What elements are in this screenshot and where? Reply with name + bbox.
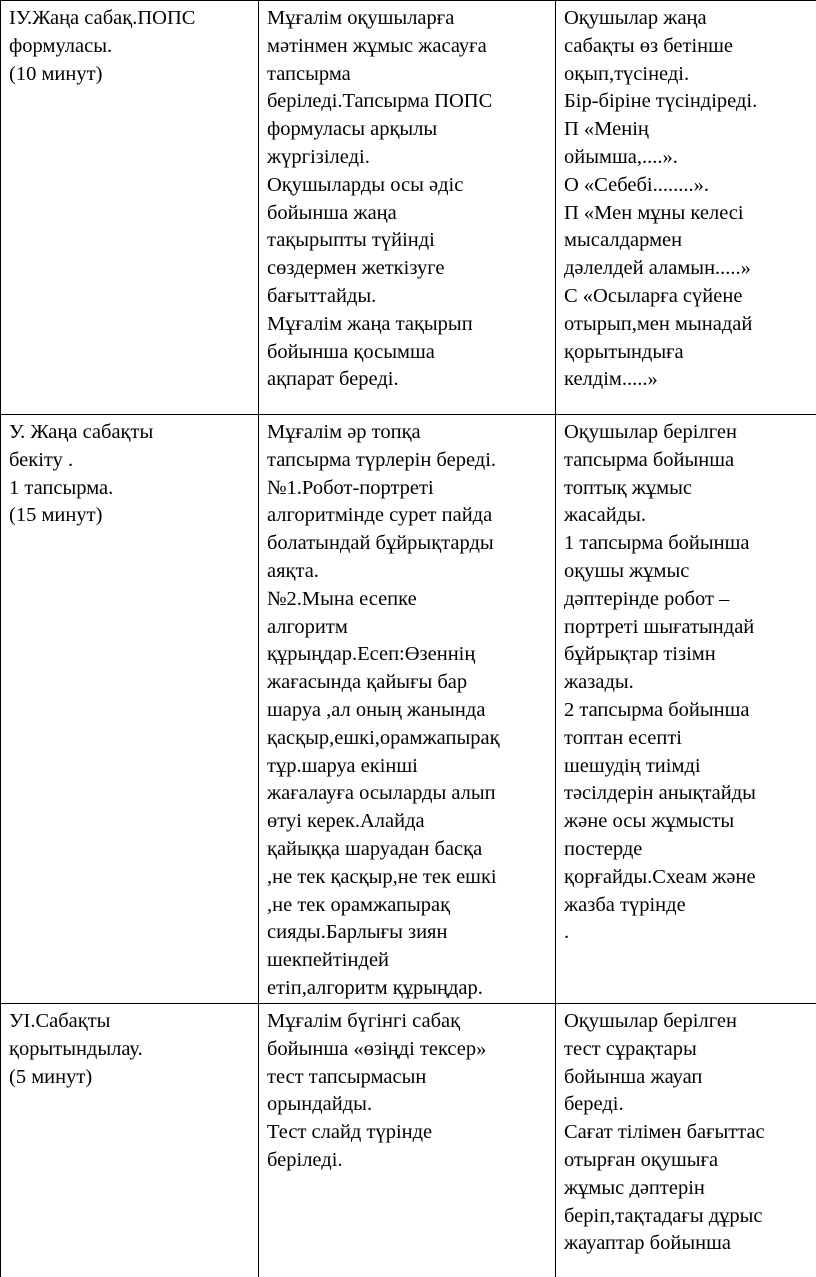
cell-text-line: №2.Мына есепке xyxy=(267,586,555,614)
cell-text-line: бұйрықтар тізімн xyxy=(564,641,816,669)
cell-text-line: қасқыр,ешкі,орамжапырақ xyxy=(267,725,555,753)
cell-text-line: беріледі. xyxy=(267,1147,555,1175)
cell-text-line: жауаптар бойынша xyxy=(564,1230,816,1258)
cell-text-line: шекпейтіндей xyxy=(267,947,555,975)
cell-text-line: Оқушылар берілген xyxy=(564,1008,816,1036)
cell-text-line: Сағат тілімен бағыттас xyxy=(564,1119,816,1147)
cell-text-line: береді. xyxy=(564,1091,816,1119)
cell-text-line: 1 тапсырма. xyxy=(9,475,258,503)
cell-text-line: формуласы арқылы xyxy=(267,116,555,144)
cell-text-line: жазады. xyxy=(564,669,816,697)
cell-text-line: жасайды. xyxy=(564,502,816,530)
cell-text-line: ,не тек орамжапырақ xyxy=(267,892,555,920)
cell-text-line: қорғайды.Схеам және xyxy=(564,864,816,892)
cell-text-line: портреті шығатындай xyxy=(564,614,816,642)
cell-text-line: ІУ.Жаңа сабақ.ПОПС xyxy=(9,5,258,33)
cell-text-line: бағыттайды. xyxy=(267,283,555,311)
cell-text-line: ,не тек қасқыр,не тек ешкі xyxy=(267,864,555,892)
table-row xyxy=(1,415,816,1004)
cell-text-line: Мұғалім бүгінгі сабақ xyxy=(267,1008,555,1036)
cell-text-line: Мұғалім әр топқа xyxy=(267,419,555,447)
cell-text-line: бойынша жаңа xyxy=(267,200,555,228)
cell-text-line: тест сұрақтары xyxy=(564,1036,816,1064)
cell-text-line: құрыңдар.Есеп:Өзеннің xyxy=(267,641,555,669)
cell-text-line: қайыққа шаруадан басқа xyxy=(267,836,555,864)
cell-text-line: сабақты өз бетінше xyxy=(564,33,816,61)
cell-text-line: бойынша қосымша xyxy=(267,339,555,367)
cell-text-line: . xyxy=(564,919,816,947)
stage-cell xyxy=(1,1004,259,1277)
stage-cell xyxy=(1,1,259,415)
cell-text-line: өтуі керек.Алайда xyxy=(267,808,555,836)
cell-text-line: сөздермен жеткізуге xyxy=(267,255,555,283)
cell-text-line: етіп,алгоритм құрыңдар. xyxy=(267,975,555,1003)
cell-text-line: тапсырма бойынша xyxy=(564,447,816,475)
cell-text-line: П «Менің xyxy=(564,116,816,144)
cell-text-line: жазба түрінде xyxy=(564,892,816,920)
table-row xyxy=(1,1,816,415)
cell-text-line: беріп,тақтадағы дұрыс xyxy=(564,1203,816,1231)
cell-text-line: аяқта. xyxy=(267,558,555,586)
cell-text-line: Мұғалім оқушыларға xyxy=(267,5,555,33)
cell-text-line: жүргізіледі. xyxy=(267,144,555,172)
cell-text-line: тәсілдерін анықтайды xyxy=(564,780,816,808)
cell-text-line: қорытындыға xyxy=(564,339,816,367)
cell-text-line: шешудің тиімді xyxy=(564,753,816,781)
cell-text-line: алгоритм xyxy=(267,614,555,642)
cell-text-line: беріледі.Тапсырма ПОПС xyxy=(267,88,555,116)
cell-text-line: бойынша «өзіңді тексер» xyxy=(267,1036,555,1064)
cell-text-line: орындайды. xyxy=(267,1091,555,1119)
cell-text-line: УІ.Сабақты xyxy=(9,1008,258,1036)
cell-text-line: О «Себебі........». xyxy=(564,172,816,200)
teacher-activity-cell xyxy=(259,1004,556,1277)
teacher-activity-cell xyxy=(259,415,556,1004)
cell-text-line: оқып,түсінеді. xyxy=(564,61,816,89)
cell-text-line: мысалдармен xyxy=(564,227,816,255)
cell-text-line: сияды.Барлығы зиян xyxy=(267,919,555,947)
cell-text-line: П «Мен мұны келесі xyxy=(564,200,816,228)
cell-text-line: ақпарат береді. xyxy=(267,366,555,394)
cell-text-line: Оқушылар берілген xyxy=(564,419,816,447)
cell-text-line: У. Жаңа сабақты xyxy=(9,419,258,447)
cell-text-line: ойымша,....». xyxy=(564,144,816,172)
cell-text-line: 2 тапсырма бойынша xyxy=(564,697,816,725)
cell-text-line: тақырыпты түйінді xyxy=(267,227,555,255)
stage-cell xyxy=(1,415,259,1004)
cell-text-line: қорытындылау. xyxy=(9,1036,258,1064)
cell-text-line: тұр.шаруа екінші xyxy=(267,753,555,781)
cell-text-line: тест тапсырмасын xyxy=(267,1064,555,1092)
cell-text-line: (10 минут) xyxy=(9,61,258,89)
cell-text-line: бекіту . xyxy=(9,447,258,475)
cell-text-line: Бір-біріне түсіндіреді. xyxy=(564,88,816,116)
cell-text-line: келдім.....» xyxy=(564,366,816,394)
cell-text-line: мәтінмен жұмыс жасауға xyxy=(267,33,555,61)
cell-text-line: Мұғалім жаңа тақырып xyxy=(267,311,555,339)
cell-text-line: жағасында қайығы бар xyxy=(267,669,555,697)
cell-text-line: болатындай бұйрықтарды xyxy=(267,530,555,558)
student-activity-cell xyxy=(556,415,816,1004)
table-row xyxy=(1,1004,816,1277)
cell-text-line: (5 минут) xyxy=(9,1064,258,1092)
cell-text-line: дәптерінде робот – xyxy=(564,586,816,614)
cell-text-line: жағалауға осыларды алып xyxy=(267,780,555,808)
cell-text-line: жұмыс дәптерін xyxy=(564,1175,816,1203)
cell-text-line: формуласы. xyxy=(9,33,258,61)
cell-text-line: постерде xyxy=(564,836,816,864)
cell-text-line: 1 тапсырма бойынша xyxy=(564,530,816,558)
cell-text-line: шаруа ,ал оның жанында xyxy=(267,697,555,725)
cell-text-line: тапсырма xyxy=(267,61,555,89)
cell-text-line: дәлелдей аламын.....» xyxy=(564,255,816,283)
cell-text-line: №1.Робот-портреті xyxy=(267,475,555,503)
cell-text-line: Тест слайд түрінде xyxy=(267,1119,555,1147)
cell-text-line: Оқушылар жаңа xyxy=(564,5,816,33)
cell-text-line: топтық жұмыс xyxy=(564,475,816,503)
cell-text-line: отырған оқушыға xyxy=(564,1147,816,1175)
student-activity-cell xyxy=(556,1004,816,1277)
cell-text-line: бойынша жауап xyxy=(564,1064,816,1092)
cell-text-line: (15 минут) xyxy=(9,502,258,530)
cell-text-line: Оқушыларды осы әдіс xyxy=(267,172,555,200)
cell-text-line: топтан есепті xyxy=(564,725,816,753)
cell-text-line: және осы жұмысты xyxy=(564,808,816,836)
teacher-activity-cell xyxy=(259,1,556,415)
cell-text-line: тапсырма түрлерін береді. xyxy=(267,447,555,475)
student-activity-cell xyxy=(556,1,816,415)
cell-text-line: оқушы жұмыс xyxy=(564,558,816,586)
cell-text-line: отырып,мен мынадай xyxy=(564,311,816,339)
cell-text-line: алгоритмінде сурет пайда xyxy=(267,502,555,530)
cell-text-line: С «Осыларға сүйене xyxy=(564,283,816,311)
